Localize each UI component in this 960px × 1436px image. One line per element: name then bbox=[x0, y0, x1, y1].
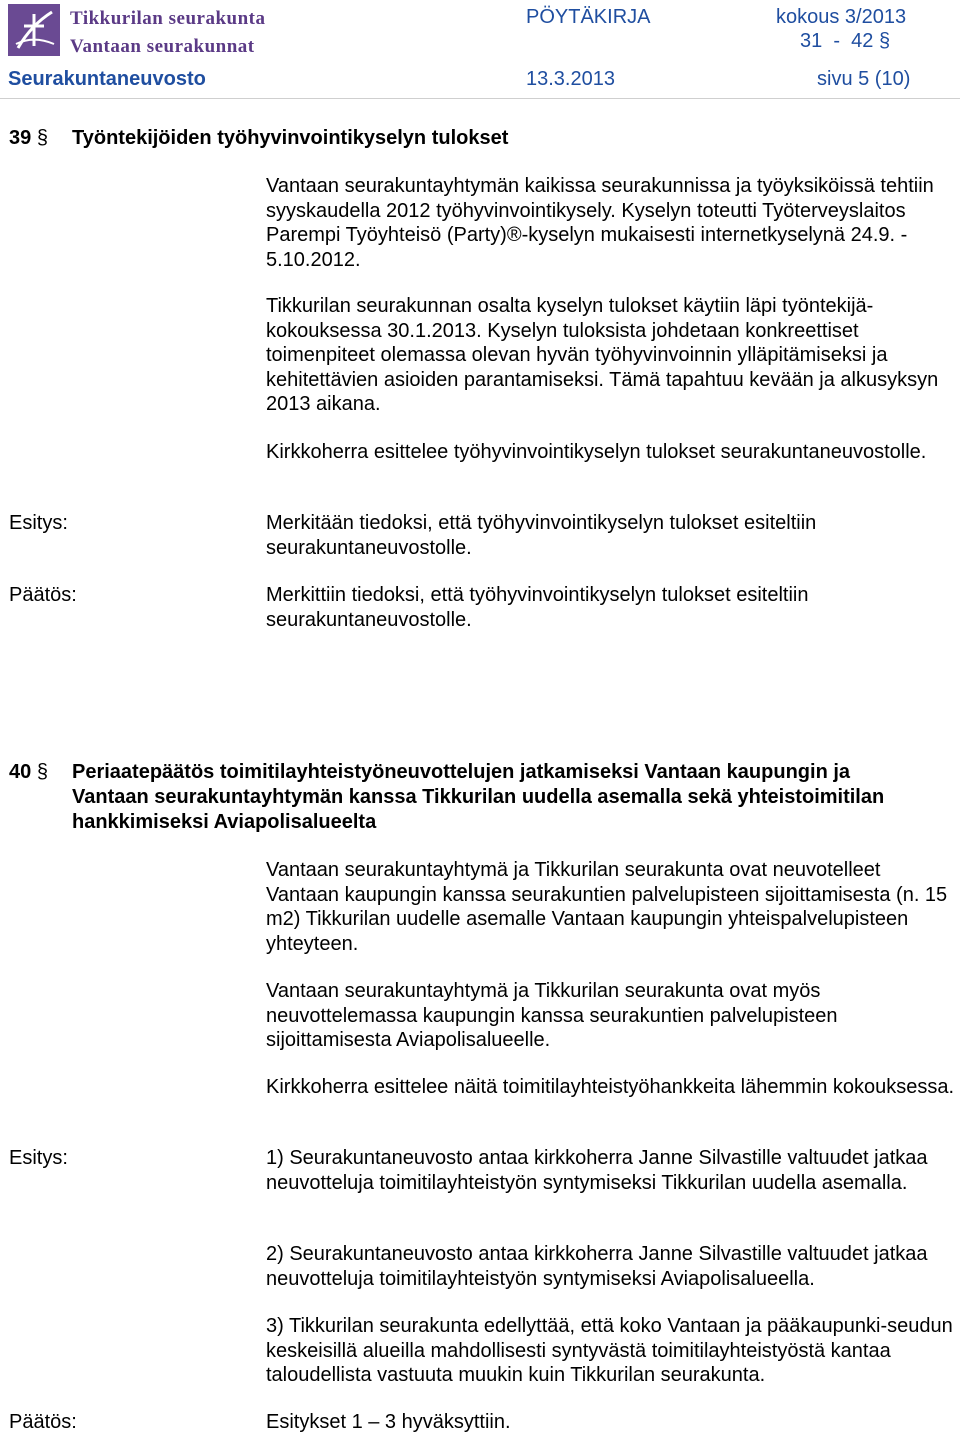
org-name-line1: Tikkurilan seurakunta bbox=[70, 8, 266, 29]
proposal-item: 3) Tikkurilan seurakunta edellyttää, että koko Vantaan ja pääkaupunki-seudun keskeisillä alueilla mahdollisesti syntyvästä toimitilayhteistyöstä kantaa taloudellista vastuuta muukin kuin Tikkurilan seurakunta. bbox=[266, 1315, 953, 1386]
section-title: Periaatepäätös toimitilayhteistyöneuvottelujen jatkamiseksi Vantaan kaupungin ja Vantaan seurakuntayhtymän kanssa Tikkurilan uudella asemalla sekä yhteistoimitilan hankkimiseksi Aviapolisalueelta bbox=[72, 761, 885, 833]
paragraph: Tikkurilan seurakunnan osalta kyselyn tulokset käytiin läpi työntekijä-kokouksessa 30.1.2013. Kyselyn tuloksista johdetaan konkreettiset toimenpiteet olemassa olevan hyvän työhyvinvoinnin ylläpitämiseksi ja kehitettävien asioiden parantamiseksi. Tämä tapahtuu kevään ja alkusyksyn 2013 aikana. bbox=[266, 295, 939, 415]
section-number: 39 § bbox=[9, 127, 48, 149]
paragraph: Vantaan seurakuntayhtymä ja Tikkurilan seurakunta ovat neuvotelleet Vantaan kaupungin kanssa seurakuntien palvelupisteen sijoittamisesta (n. 15 m2) Tikkurilan uudelle asemalle Vantaan kaupungin yhteispalvelupisteen yhteyteen. bbox=[266, 859, 948, 955]
section-number: 40 § bbox=[9, 761, 48, 783]
paragraph: Vantaan seurakuntayhtymä ja Tikkurilan seurakunta ovat myös neuvottelemassa kaupungin kanssa seurakuntien palvelupisteen sijoittamisesta Aviapolisalueelle. bbox=[266, 980, 838, 1051]
decision-label: Päätös: bbox=[9, 584, 77, 606]
header-rule bbox=[0, 98, 960, 99]
paragraph: Vantaan seurakuntayhtymän kaikissa seurakunnissa ja työyksiköissä tehtiin syyskaudella 2012 työhyvinvointikysely. Kyselyn toteutti Työterveyslaitos Parempi Työyhteisö (Party)®-kyselyn mukaisesti internetkyselynä 24.9. - 5.10.2012. bbox=[266, 175, 934, 271]
page-number: sivu 5 (10) bbox=[817, 68, 911, 90]
org-name-line2: Vantaan seurakunnat bbox=[70, 36, 255, 57]
church-logo-icon bbox=[8, 4, 60, 56]
section-title: Työntekijöiden työhyvinvointikyselyn tulokset bbox=[72, 127, 509, 149]
proposal-label: Esitys: bbox=[9, 512, 68, 534]
meeting-number: kokous 3/2013 bbox=[776, 6, 907, 28]
decision-text: Merkittiin tiedoksi, että työhyvinvointikyselyn tulokset esiteltiin seurakuntaneuvostolle. bbox=[266, 584, 809, 631]
proposal-item: 1) Seurakuntaneuvosto antaa kirkkoherra Janne Silvastille valtuudet jatkaa neuvotteluja toimitilayhteistyön syntymiseksi Tikkurilan uudella asemalla. bbox=[266, 1147, 928, 1194]
proposal-item: 2) Seurakuntaneuvosto antaa kirkkoherra Janne Silvastille valtuudet jatkaa neuvotteluja toimitilayhteistyön syntymiseksi Aviapolisalueella. bbox=[266, 1243, 928, 1290]
paragraph: Kirkkoherra esittelee työhyvinvointikyselyn tulokset seurakuntaneuvostolle. bbox=[266, 441, 927, 463]
proposal-text: Merkitään tiedoksi, että työhyvinvointikyselyn tulokset esiteltiin seurakuntaneuvostolle. bbox=[266, 512, 817, 559]
decision-text: Esitykset 1 – 3 hyväksyttiin. bbox=[266, 1411, 511, 1433]
proposal-label: Esitys: bbox=[9, 1147, 68, 1169]
decision-label: Päätös: bbox=[9, 1411, 77, 1433]
paragraph: Kirkkoherra esittelee näitä toimitilayhteistyöhankkeita lähemmin kokouksessa. bbox=[266, 1076, 955, 1098]
doc-type: PÖYTÄKIRJA bbox=[526, 6, 651, 28]
body-name: Seurakuntaneuvosto bbox=[8, 68, 206, 90]
church-logo bbox=[8, 4, 60, 56]
meeting-date: 13.3.2013 bbox=[526, 68, 615, 90]
section-range: 31 - 42 § bbox=[800, 30, 891, 52]
